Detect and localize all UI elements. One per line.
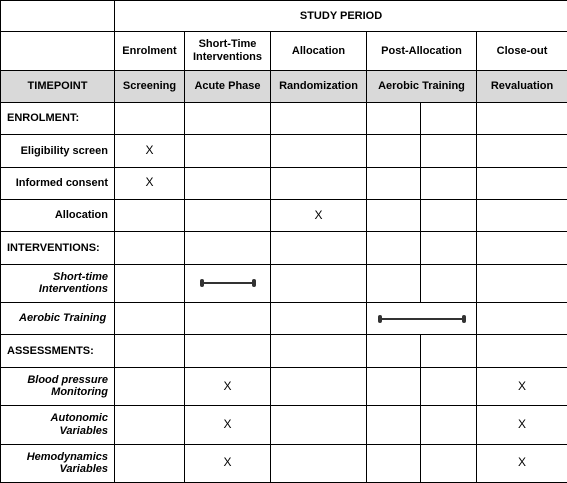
section-enrolment: ENROLMENT: [1, 103, 115, 135]
blank-cell [1, 32, 115, 70]
empty-cell [421, 103, 477, 135]
duration-line [380, 318, 464, 320]
interventions-section-row [1, 232, 567, 264]
short-time-row [1, 264, 567, 302]
short-time-duration-bar [200, 277, 256, 289]
empty-cell [421, 232, 477, 264]
period-post-allocation: Post-Allocation [367, 32, 477, 70]
empty-cell [367, 406, 421, 444]
empty-cell [477, 103, 567, 135]
empty-cell [367, 103, 421, 135]
empty-cell [477, 232, 567, 264]
row-label-allocation: Allocation [1, 200, 115, 232]
period-enrolment: Enrolment [115, 32, 185, 70]
row-label-hemodynamics-variables: Hemodynamics Variables [1, 444, 115, 483]
empty-cell [271, 406, 367, 444]
period-close-out: Close-out [477, 32, 567, 70]
empty-cell [421, 135, 477, 167]
empty-cell [477, 200, 567, 232]
empty-cell [271, 264, 367, 302]
empty-cell [185, 200, 271, 232]
aerobic-row [1, 303, 567, 335]
timepoint-aerobic-training: Aerobic Training [367, 70, 477, 102]
empty-cell [271, 335, 367, 367]
empty-cell [421, 444, 477, 483]
mark-bp-acute: X [185, 367, 271, 405]
autonomic-row [1, 406, 567, 444]
empty-cell [367, 167, 421, 199]
empty-cell [477, 335, 567, 367]
row-label-autonomic-variables: Autonomic Variables [1, 406, 115, 444]
duration-start-cap [200, 279, 204, 287]
row-label-blood-pressure: Blood pressure Monitoring [1, 367, 115, 405]
mark-consent-screening: X [115, 167, 185, 199]
row-label-informed-consent: Informed consent [1, 167, 115, 199]
eligibility-row [1, 135, 567, 167]
aerobic-duration-cell [367, 303, 477, 335]
allocation-row [1, 200, 567, 232]
empty-cell [477, 303, 567, 335]
empty-cell [185, 232, 271, 264]
empty-cell [367, 367, 421, 405]
empty-cell [271, 367, 367, 405]
empty-cell [115, 444, 185, 483]
timepoint-screening: Screening [115, 70, 185, 102]
empty-cell [271, 232, 367, 264]
row-label-short-time-interventions: Short-time Interventions [1, 264, 115, 302]
empty-cell [421, 406, 477, 444]
empty-cell [115, 103, 185, 135]
empty-cell [477, 135, 567, 167]
empty-cell [115, 303, 185, 335]
mark-hemodynamics-acute: X [185, 444, 271, 483]
study-period-header: STUDY PERIOD [115, 1, 567, 32]
study-period-row [1, 1, 567, 32]
mark-allocation-randomization: X [271, 200, 367, 232]
timepoint-label: TIMEPOINT [1, 70, 115, 102]
enrolment-section-row [1, 103, 567, 135]
mark-hemodynamics-revaluation: X [477, 444, 567, 483]
empty-cell [271, 103, 367, 135]
section-assessments: ASSESSMENTS: [1, 335, 115, 367]
mark-eligibility-screening: X [115, 135, 185, 167]
empty-cell [271, 167, 367, 199]
bp-row [1, 367, 567, 405]
aerobic-duration-bar [378, 313, 466, 325]
period-row [1, 32, 567, 70]
empty-cell [421, 264, 477, 302]
empty-cell [421, 367, 477, 405]
empty-cell [115, 335, 185, 367]
empty-cell [477, 167, 567, 199]
empty-cell [185, 303, 271, 335]
empty-cell [367, 335, 421, 367]
empty-cell [115, 264, 185, 302]
mark-autonomic-revaluation: X [477, 406, 567, 444]
blank-corner [1, 1, 115, 32]
empty-cell [421, 167, 477, 199]
empty-cell [367, 200, 421, 232]
empty-cell [271, 303, 367, 335]
mark-bp-revaluation: X [477, 367, 567, 405]
empty-cell [115, 200, 185, 232]
empty-cell [271, 135, 367, 167]
row-label-eligibility-screen: Eligibility screen [1, 135, 115, 167]
empty-cell [367, 135, 421, 167]
empty-cell [185, 167, 271, 199]
mark-autonomic-acute: X [185, 406, 271, 444]
empty-cell [367, 232, 421, 264]
duration-start-cap [378, 315, 382, 323]
empty-cell [185, 135, 271, 167]
empty-cell [185, 335, 271, 367]
duration-end-cap [462, 315, 466, 323]
period-allocation: Allocation [271, 32, 367, 70]
hemodynamics-row [1, 444, 567, 483]
empty-cell [367, 264, 421, 302]
timepoint-revaluation: Revaluation [477, 70, 567, 102]
empty-cell [421, 335, 477, 367]
short-time-duration-cell [185, 264, 271, 302]
duration-line [202, 282, 254, 284]
duration-end-cap [252, 279, 256, 287]
assessments-section-row [1, 335, 567, 367]
consent-row [1, 167, 567, 199]
empty-cell [115, 406, 185, 444]
timepoint-row [1, 70, 567, 102]
timepoint-randomization: Randomization [271, 70, 367, 102]
section-interventions: INTERVENTIONS: [1, 232, 115, 264]
empty-cell [115, 367, 185, 405]
row-label-aerobic-training: Aerobic Training [1, 303, 115, 335]
timepoint-acute-phase: Acute Phase [185, 70, 271, 102]
empty-cell [421, 200, 477, 232]
empty-cell [477, 264, 567, 302]
empty-cell [115, 232, 185, 264]
period-short-time-interventions: Short-Time Interventions [185, 32, 271, 70]
empty-cell [185, 103, 271, 135]
empty-cell [271, 444, 367, 483]
empty-cell [367, 444, 421, 483]
